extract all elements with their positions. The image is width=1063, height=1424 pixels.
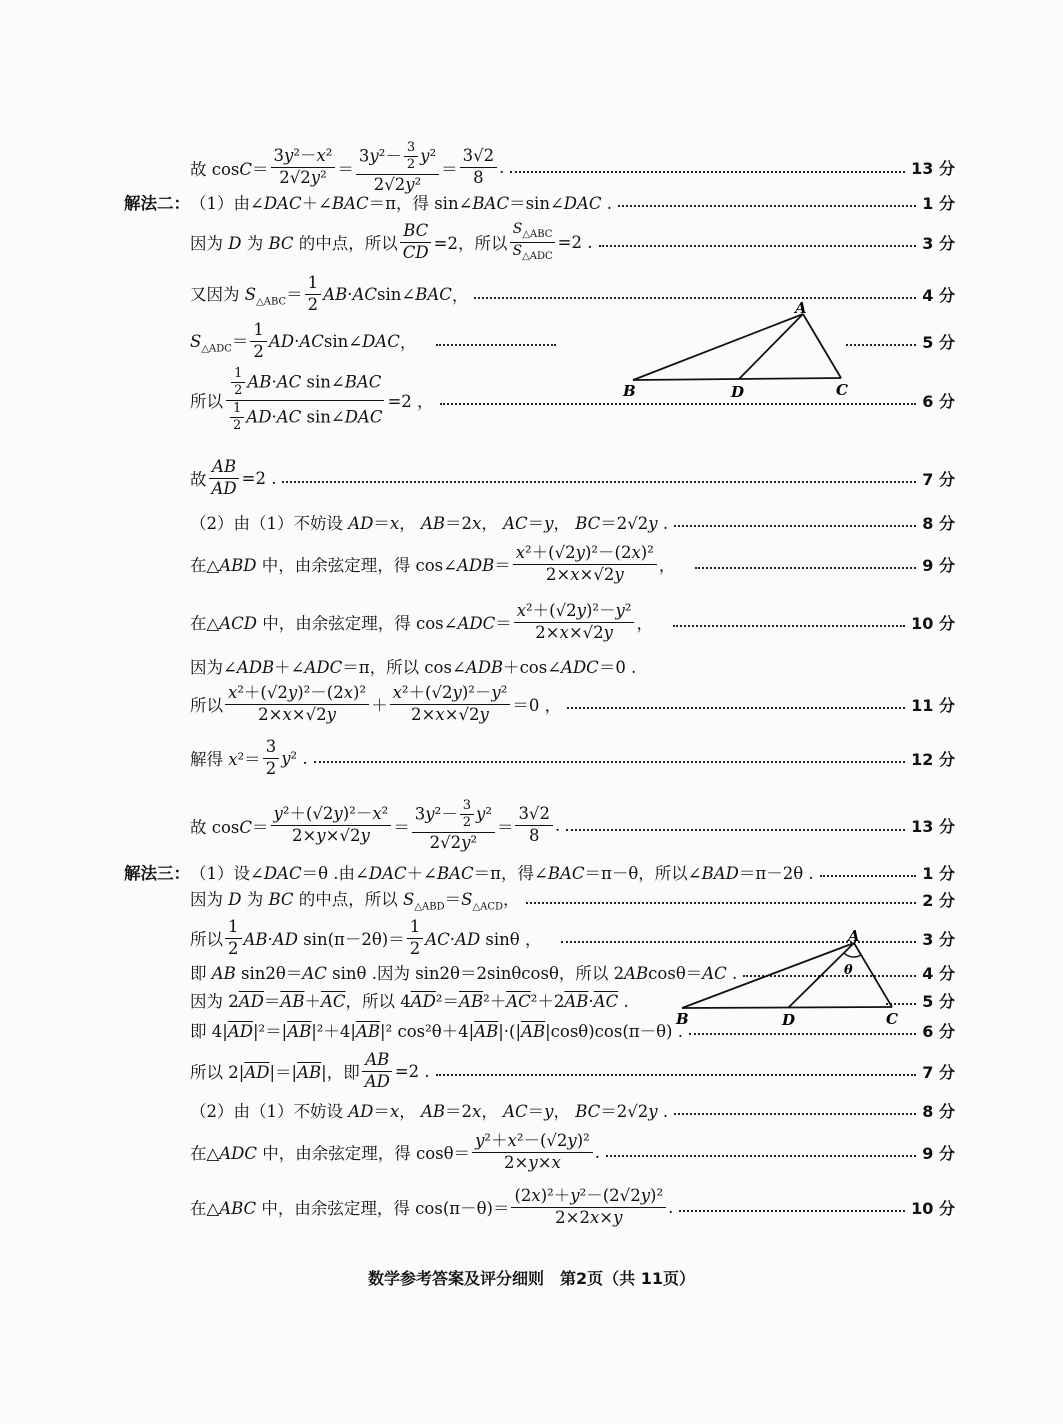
- dot-leader: [436, 344, 556, 346]
- vertex-b-label: B: [623, 382, 636, 400]
- dot-leader: [673, 625, 905, 627]
- line-9: 在△ABD 中，由余弦定理，得 cos∠ADB＝ $\frac{\text{x²＋(√2y)²－(2x)²}}{2\times x\times√2y}$ ， 9 分: [190, 543, 955, 584]
- line-10: 在△ACD 中，由余弦定理，得 cos∠ADC＝ $\frac{\text{x²＋(√2y)²－y²}}{2\times x\times√2y}$ ， 10 分: [190, 601, 955, 642]
- score: 9 分: [922, 555, 955, 575]
- line-3: 因为 D 为 BC 的中点，所以 $\frac{BC}{CD}$ =2，所以 $\frac{S_{\triangle ABC}}{S_{\triangle ADC}}$ =2 . 3 分: [190, 221, 955, 262]
- dot-leader: [440, 403, 917, 405]
- dot-leader: [314, 761, 906, 763]
- line-1: 故 cosC＝ $\frac{\text{3y²－x²}}{\text{2√2y²}}$ ＝ 3y²－ $\frac{3}{2}$ y² 2√2y² ＝ $\frac{3√2}{8}$ . 13 分: [190, 140, 955, 194]
- dot-leader: [474, 297, 916, 299]
- line-14: 故 cosC＝ $\frac{\text{y²＋(√2y)²－x²}}{2\times y\times√2y}$ ＝ 3y²－ $\frac{3}{2}$ y² 2√2y² ＝ $\frac{3√2}{8}$ . 13 分: [190, 798, 955, 852]
- line-8: （2）由（1）不妨设 AD＝x， AB＝2x， AC＝y， BC＝2√2y . 8 分: [190, 510, 955, 534]
- line-12: 所以 $\frac{\text{x²＋(√2y)²－(2x)²}}{2\times x\times√2y}$ ＋ $\frac{\text{x²＋(√2y)²－y²}}{2\times x\times√2y}$ ＝0 ， 11 分: [190, 683, 955, 724]
- dot-leader: [820, 875, 917, 877]
- score: 13 分: [911, 817, 955, 837]
- score: 5 分: [922, 332, 955, 352]
- vertex-d-label: D: [782, 1011, 796, 1029]
- dot-leader: [606, 1155, 916, 1157]
- score: 4 分: [922, 963, 955, 983]
- vertex-a-label: A: [848, 927, 860, 945]
- dot-leader: [689, 1033, 916, 1035]
- score: 5 分: [922, 991, 955, 1011]
- line-15: 解法三： （1）设∠DAC＝θ .由∠DAC＋∠BAC＝π，得∠BAC＝π－θ，所以∠BAD＝π－2θ . 1 分: [124, 860, 955, 884]
- line-24: 在△ABC 中，由余弦定理，得 cos(π－θ)＝ $\frac{\text{(2x)²＋y²－(2√2y)²}}{2\times 2x\times y}$ . 10 分: [190, 1186, 955, 1227]
- vertex-c-label: C: [886, 1010, 898, 1028]
- vertex-b-label: B: [676, 1010, 689, 1028]
- line-7: 故 $\frac{AB}{AD}$ =2 . 7 分: [190, 457, 955, 498]
- vertex-a-label: A: [795, 300, 807, 317]
- triangle-figure-2: [672, 925, 912, 1030]
- line-5: $S_{\triangle ADC}=$ $\frac{1}{2}$ AD · AC sin∠ DAC ， 5 分: [190, 320, 955, 361]
- line-20: 即 $4|\overline{AD}|^2=|\overline{AB}|^2+4|\overline{AB}|^2$ $\cos^2\theta+4|\overline{AB}|\cdot(|\overline{AB}|\cos\theta)\cos(\pi-\theta)$ . 6 分: [190, 1018, 955, 1042]
- dot-leader: [567, 707, 905, 709]
- score: 7 分: [922, 469, 955, 489]
- line-21: 所以 $2|\overline{AD}|=|\overline{AB}|$，即 $\frac{AB}{AD}$ =2 . 7 分: [190, 1050, 955, 1091]
- score: 3 分: [922, 929, 955, 949]
- dot-leader: [674, 1113, 916, 1115]
- dot-leader: [436, 1074, 917, 1076]
- vertex-c-label: C: [836, 381, 848, 399]
- score: 6 分: [922, 1021, 955, 1041]
- score: 3 分: [922, 233, 955, 253]
- vertex-d-label: D: [731, 383, 745, 400]
- dot-leader: [695, 567, 916, 569]
- score: 10 分: [911, 1198, 955, 1218]
- dot-leader: [526, 902, 917, 904]
- score: 8 分: [922, 513, 955, 533]
- score: 7 分: [922, 1062, 955, 1082]
- dot-leader: [566, 829, 905, 831]
- line-19: 因为 $2\overline{AD}=\overline{AB}+\overline{AC}$，所以 $4\overline{AD}^2=\overline{AB}^2+\overline{AC}^2+2\overline{AB}\cdot\overline{AC}$ . 5 分: [190, 988, 955, 1012]
- score: 12 分: [911, 749, 955, 769]
- score: 2 分: [922, 890, 955, 910]
- line-17: 所以 $\frac{1}{2}$ AB·AD sin(π－2θ)＝ $\frac{1}{2}$ AC·AD sinθ ， 3 分: [190, 917, 955, 958]
- line-6: 所以 $\frac{1}{2}$ AB·AC sin∠BAC $\frac{1}{2}$ AD·AC sin∠DAC =2 ， 6 分: [190, 366, 955, 433]
- dot-leader: [599, 245, 917, 247]
- dot-leader: [510, 171, 905, 173]
- line-4: 又因为 $S_{\triangle ABC}=$ $\frac{1}{2}$ AB · AC sin∠ BAC ， 4 分: [190, 273, 955, 314]
- score: 11 分: [911, 695, 955, 715]
- score: 4 分: [922, 285, 955, 305]
- score: 1 分: [922, 193, 955, 213]
- score: 1 分: [922, 863, 955, 883]
- page-footer: 数学参考答案及评分细则 第2页（共 11页）: [368, 1269, 695, 1288]
- line-2: 解法二： （1）由∠DAC＋∠BAC＝π，得 sin∠BAC＝sin∠DAC . 1 分: [124, 190, 955, 214]
- line-23: 在△ADC 中，由余弦定理，得 cosθ＝ $\frac{\text{y²＋x²－(√2y)²}}{2\times y\times x}$ . 9 分: [190, 1131, 955, 1172]
- score: 13 分: [911, 159, 955, 179]
- score: 6 分: [922, 391, 955, 411]
- score: 8 分: [922, 1101, 955, 1121]
- line-22: （2）由（1）不妨设 AD＝x， AB＝2x， AC＝y， BC＝2√2y . 8 分: [190, 1098, 955, 1122]
- theta-label: θ: [844, 963, 853, 978]
- dot-leader: [674, 525, 916, 527]
- line-18: 即 AB sin2θ＝AC sinθ .因为 sin2θ＝2sinθcosθ，所以 2ABcosθ＝AC . 4 分: [190, 960, 955, 984]
- dot-leader: [282, 481, 916, 483]
- score: 10 分: [911, 613, 955, 633]
- score: 9 分: [922, 1143, 955, 1163]
- line-13: 解得 x²＝ $\frac{3}{2}$ y² . 12 分: [190, 737, 955, 778]
- line-11: 因为∠ADB＋∠ADC＝π，所以 cos∠ADB＋cos∠ADC＝0 .: [190, 658, 637, 677]
- dot-leader: [679, 1210, 905, 1212]
- dot-leader: [618, 205, 916, 207]
- line-16: 因为 D 为 BC 的中点，所以 $S_{\triangle ABD}=S_{\triangle ACD}$， 2 分: [190, 886, 955, 912]
- dot-leader: [846, 344, 916, 346]
